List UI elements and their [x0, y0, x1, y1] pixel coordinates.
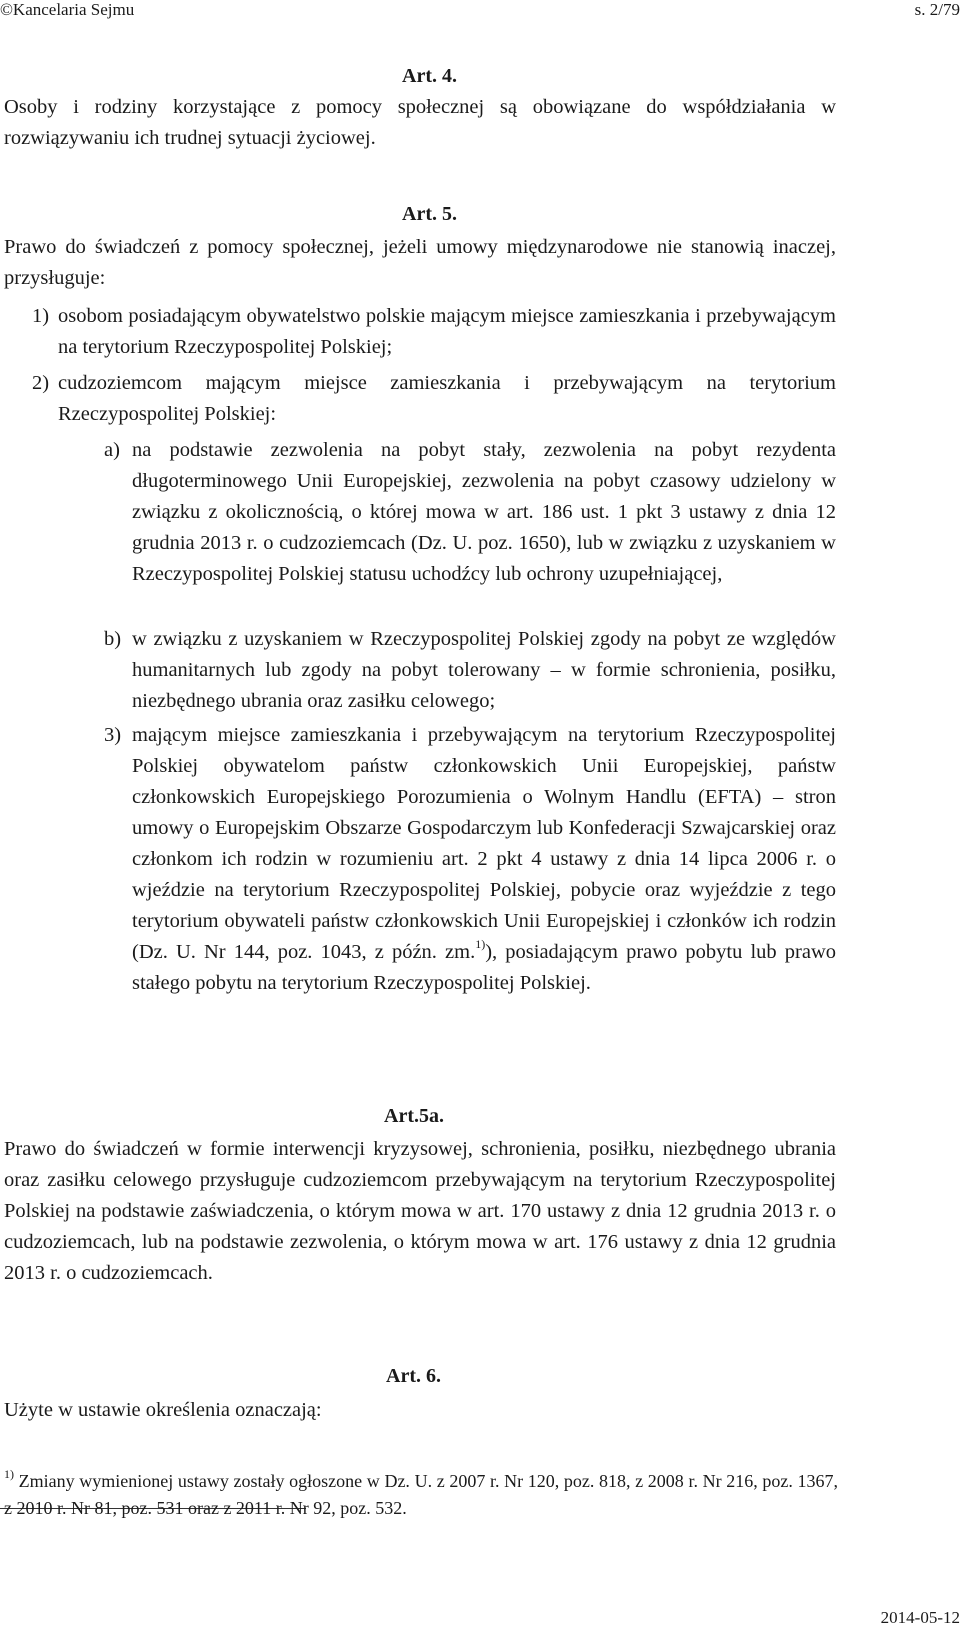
- item-text: osobom posiadającym obywatelstwo polskie mającym miejsce zamieszkania i przebywającym na terytorium Rzeczypospolitej Polskiej;: [58, 305, 836, 358]
- art4-text: Osoby i rodziny korzystające z pomocy społecznej są obowiązane do współdziałania w rozwiązywaniu ich trudnej sytuacji życiowej.: [4, 96, 836, 149]
- art5a-text: Prawo do świadczeń w formie interwencji kryzysowej, schronienia, posiłku, niezbędnego ubrania oraz zasiłku celowego przysługuje cudzoziemcom przebywającym na terytorium Rzeczypospolitej Polskiej na podstawie zaświadczenia, o którym mowa w art. 170 ustawy z dnia 12 grudnia 2013 r. o cudzoziemcach, lub na podstawie zezwolenia, o którym mowa w art. 176 ustawy z dnia 12 grudnia 2013 r. o cudzoziemcach.: [4, 1138, 836, 1284]
- art5-heading: Art. 5.: [402, 203, 457, 225]
- footnote-text: Zmiany wymienionej ustawy zostały ogłoszone w Dz. U. z 2007 r. Nr 120, poz. 818, z 2008 r. Nr 216, poz. 1367, z 2010 r. Nr 81, poz. 531 oraz z 2011 r. Nr 92, poz. 532.: [4, 1471, 839, 1518]
- item-text: cudzoziemcom mającym miejsce zamieszkania i przebywającym na terytorium Rzeczypospolitej Polskiej:: [58, 372, 836, 425]
- art6-heading: Art. 6.: [386, 1365, 441, 1387]
- art5-item-1: [32, 301, 836, 363]
- art5-subitem-a: [104, 435, 836, 590]
- item3-text-before: mającym miejsce zamieszkania i przebywającym na terytorium Rzeczypospolitej Polskiej obywatelom państw członkowskich Unii Europejskiej, państw członkowskich Europejskiego Porozumienia o Wolnym Handlu (EFTA) – stron umowy o Europejskim Obszarze Gospodarczym lub Konfederacji Szwajcarskiej oraz członkom ich rodzin w rozumieniu art. 2 pkt 4 ustawy z dnia 14 lipca 2006 r. o wjeździe na terytorium Rzeczypospolitej Polskiej, pobycie oraz wyjeździe z tego terytorium obywateli państw członkowskich Unii Europejskiej i członków ich rodzin (Dz. U. Nr 144, poz. 1043, z późn. zm.: [132, 724, 836, 963]
- page-number: s. 2/79: [914, 0, 960, 19]
- art5-item-3: [104, 720, 836, 999]
- art6-text: Użyte w ustawie określenia oznaczają:: [4, 1399, 322, 1421]
- footnote-marker: 1): [4, 1467, 14, 1481]
- copyright-label: ©Kancelaria Sejmu: [0, 0, 135, 19]
- footnote-ref[interactable]: 1): [475, 937, 486, 952]
- art5a-heading: Art.5a.: [384, 1105, 444, 1127]
- art5-intro: Prawo do świadczeń z pomocy społecznej, jeżeli umowy międzynarodowe nie stanowią inaczej, przysługuje:: [4, 236, 836, 289]
- item-label: 3): [104, 724, 122, 746]
- art5-item-2: [32, 368, 836, 430]
- item-label: 1): [32, 305, 50, 327]
- item3-text-after: ), posiadającym prawo pobytu lub prawo stałego pobytu na terytorium Rzeczypospolitej Polskiej.: [132, 941, 836, 994]
- publication-date: 2014-05-12: [880, 1608, 960, 1627]
- item-label: 2): [32, 372, 50, 394]
- art5-subitem-b: [104, 624, 836, 717]
- footnote: [4, 1468, 838, 1522]
- art4-heading: Art. 4.: [402, 65, 457, 87]
- subitem-text: w związku z uzyskaniem w Rzeczypospolitej Polskiej zgody na pobyt ze względów humanitarnych lub zgody na pobyt tolerowany – w formie schronienia, posiłku, niezbędnego ubrania oraz zasiłku celowego;: [132, 628, 836, 712]
- item-text: [104, 720, 836, 999]
- subitem-text: na podstawie zezwolenia na pobyt stały, zezwolenia na pobyt rezydenta długoterminowego Unii Europejskiej, zezwolenia na pobyt czasowy udzielony w związku z okolicznością, o której mowa w art. 186 ust. 1 pkt 3 ustawy z dnia 12 grudnia 2013 r. o cudzoziemcach (Dz. U. poz. 1650), lub w związku z uzyskaniem w Rzeczypospolitej Polskiej statusu uchodźcy lub ochrony uzupełniającej,: [132, 439, 836, 585]
- subitem-label: a): [104, 439, 120, 461]
- subitem-label: b): [104, 628, 122, 650]
